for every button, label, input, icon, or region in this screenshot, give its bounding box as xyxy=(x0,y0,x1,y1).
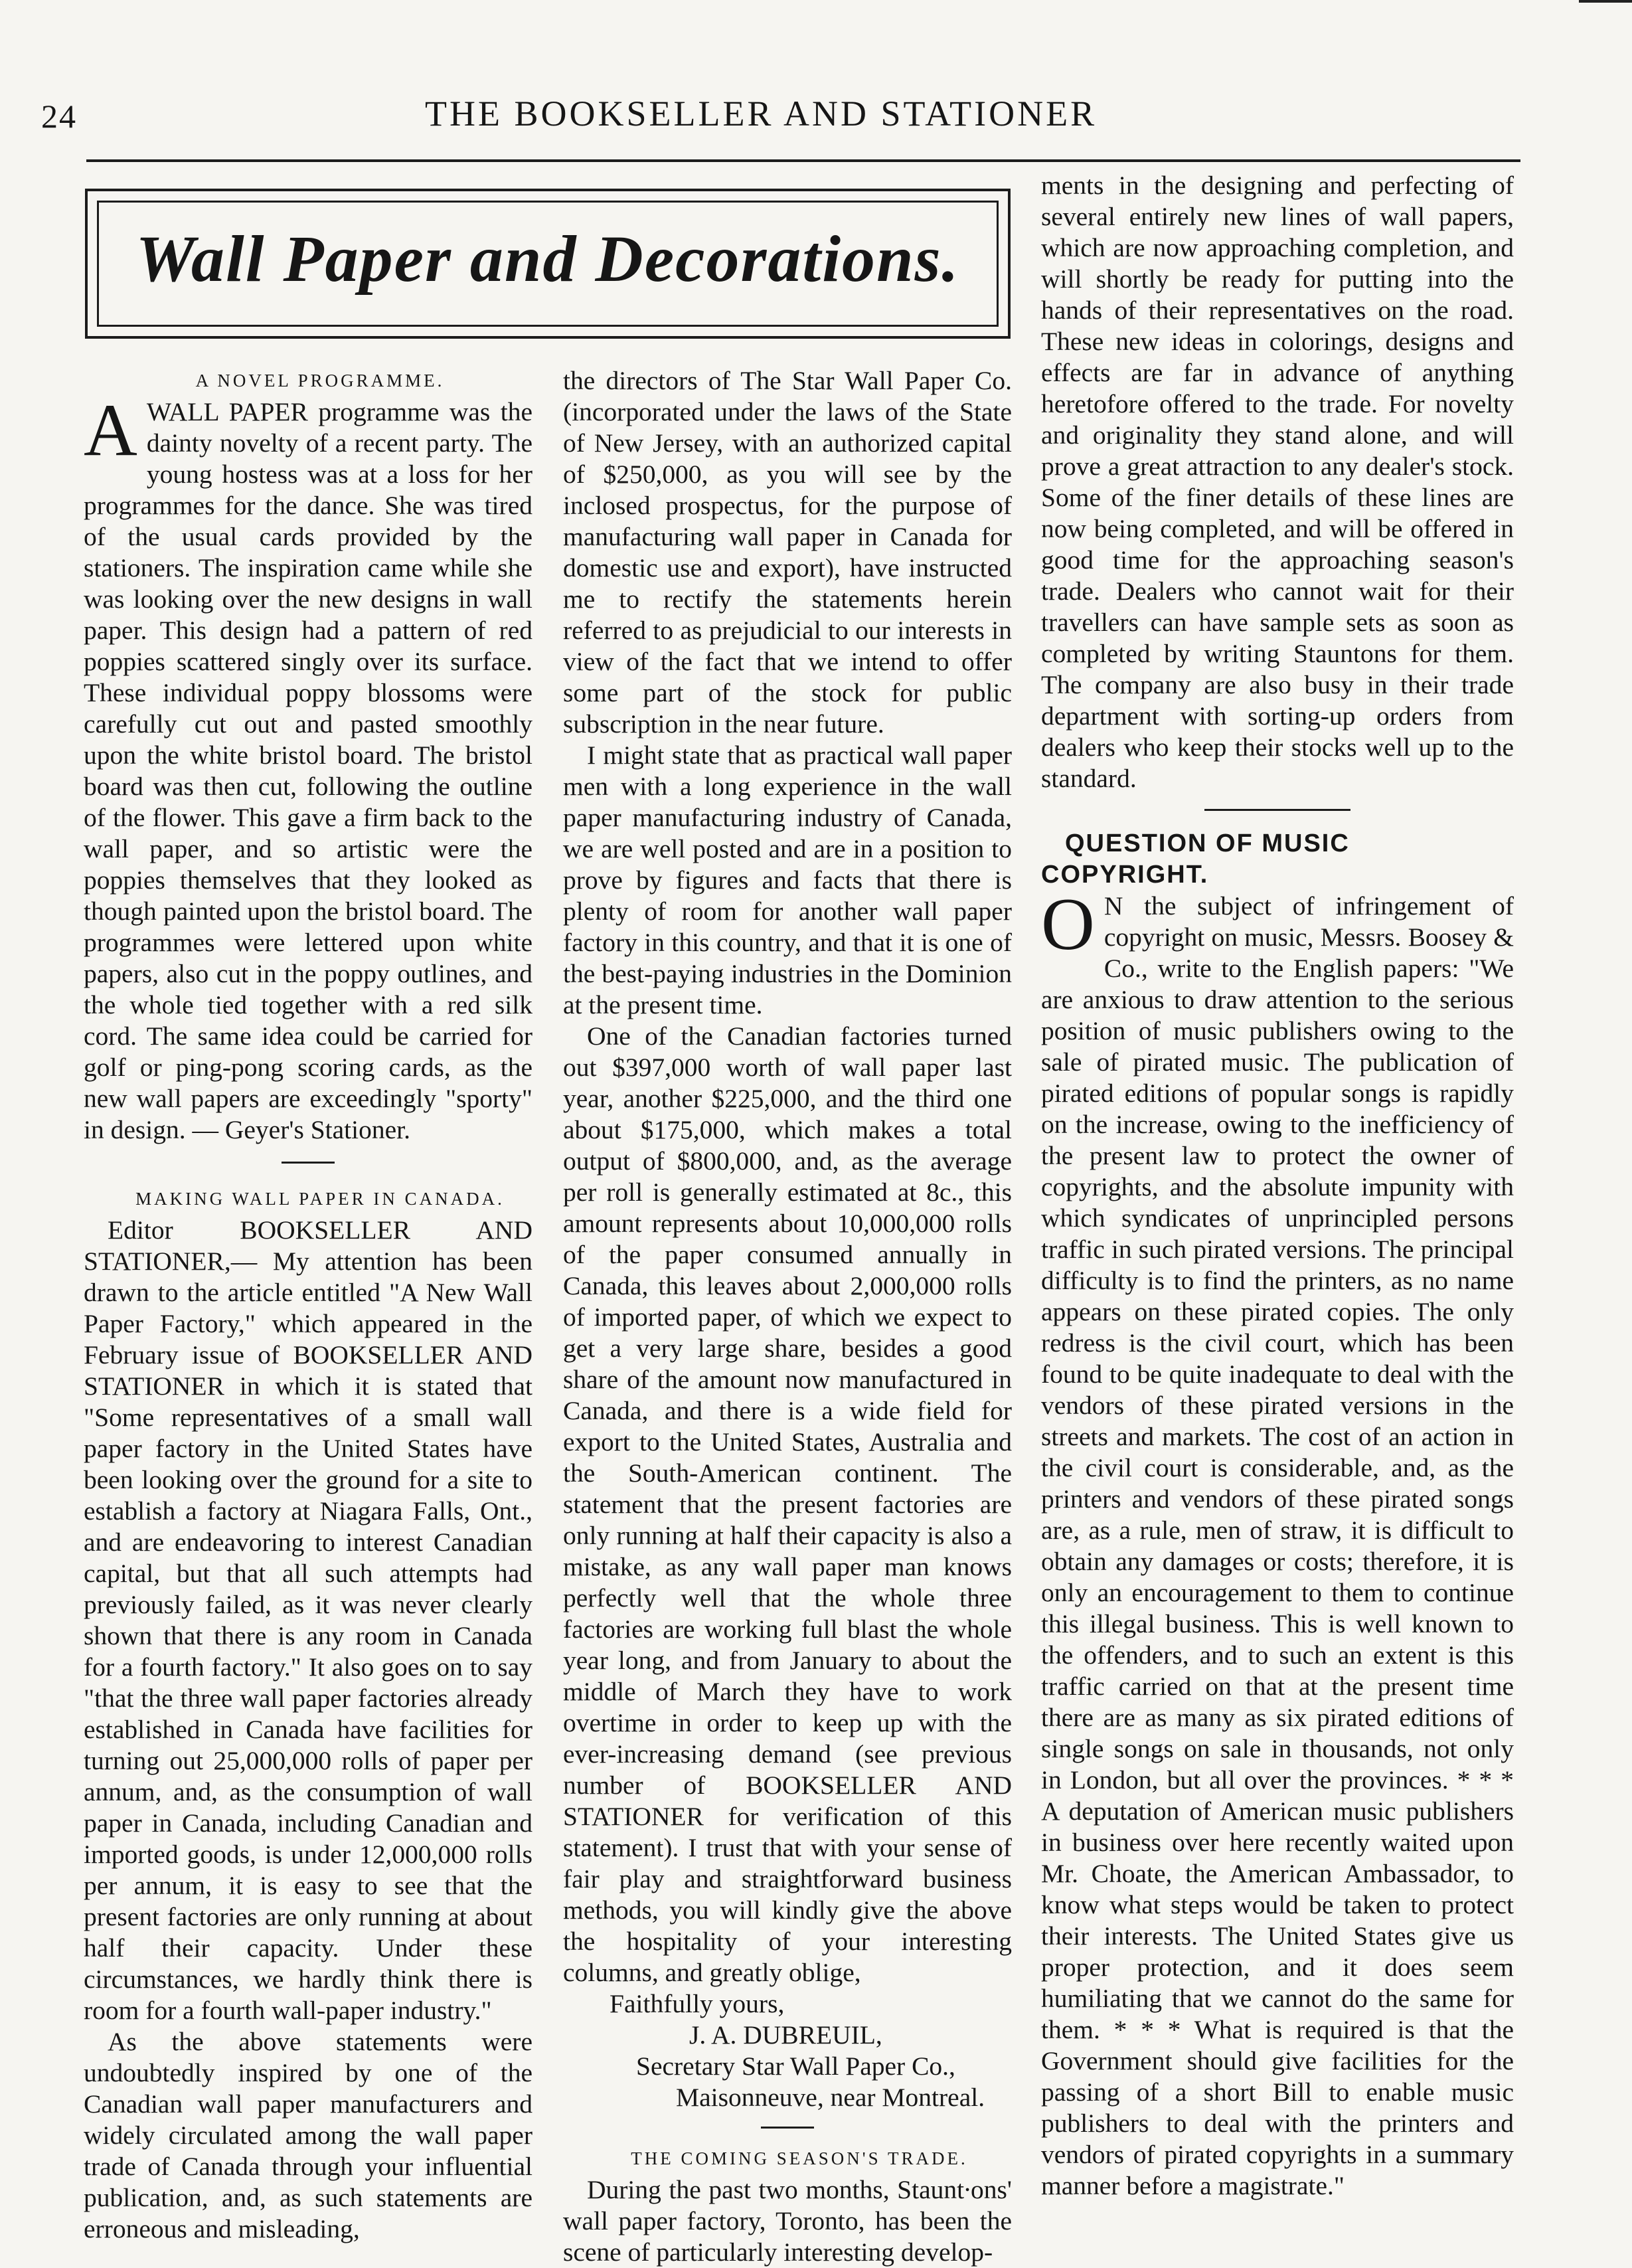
letter-signer-title: Secretary Star Wall Paper Co., xyxy=(636,2051,955,2081)
drop-cap: A xyxy=(84,389,137,472)
article-paragraph: the directors of The Star Wall Paper Co. (incorporated under the laws of the State of New Jersey, with an authorized capital of $250,000, as you will see by the inclosed prospectus, for the purpose of manufacturing wall paper in Canada for domestic use and export), have instructed me to rectify the statements herein referred to as prejudicial to our interests in view of the fact that we intend to offer some part of the stock for public subscription in the near future. xyxy=(563,366,1012,739)
article-paragraph: During the past two months, Staunt∙ons' wall paper factory, Toronto, has been the scene of particularly interesting develop- xyxy=(563,2175,1012,2267)
running-head: THE BOOKSELLER AND STATIONER xyxy=(425,94,1098,133)
section-divider xyxy=(1204,809,1350,811)
drop-cap: O xyxy=(1041,883,1095,966)
paragraph-text: WALL PAPER programme was the dainty novelty of a recent party. The young hostess was at a loss for her programmes for the dance. She was tired of the usual cards provided by the stationers. The inspiration came while she was looking over the new designs in wall paper. This design had a pattern of red poppies scattered singly over its surface. These individual poppy blossoms were carefully cut out and pasted smoothly upon the white bristol board. The bristol board was then cut, following the outline of the flower. This gave a firm back to the wall paper, and so artistic were the poppies themselves that they looked as though painted upon the bristol board. The programmes were lettered upon white papers, also cut in the poppy outlines, and the whole tied together with a red silk cord. The same idea could be carried for golf or ping-pong scoring cards, as the new wall papers are exceedingly "sporty" in design. — Geyer's Stationer. xyxy=(84,397,532,1144)
section-divider xyxy=(282,1162,335,1164)
section-title-frame xyxy=(85,189,1011,339)
page-number: 24 xyxy=(41,98,77,135)
column-1 xyxy=(84,365,532,2245)
header-rule xyxy=(86,159,1520,162)
signature-block xyxy=(563,1988,1012,2113)
article-paragraph xyxy=(1041,883,1514,2202)
corner-rule xyxy=(1579,0,1632,3)
paragraph-text: N the subject of infringement of copyright on music, Messrs. Boosey & Co., write to the English papers: "We are anxious to draw attention to the serious position of music publishers owing to the sale of pirated music. The publication of pirated editions of popular songs is rapidly on the increase, owing to the inefficiency of the present law to protect the owner of copyrights, and the absolute impunity with which syndicates of unprincipled persons traffic in such pirated versions. The principal difficulty is to find the printers, as no name appears on these pirated copies. The only redress is the civil court, which has been found to be quite inadequate to deal with the vendors of these pirated versions in the streets and markets. The cost of an action in the civil court is considerable, and, as the printers and vendors of these pirated songs are, as a rule, men of straw, it is difficult to obtain any damages or costs; therefore, it is only an encouragement to them to continue this illegal business. This is well known to the offenders, and to such an extent is this traffic carried on that at the present time there are as many as six pirated editions of single songs on sale in thousands, not only in London, but all over the provinces. * * * A deputation of American music publishers in business over here recently waited upon Mr. Choate, the American Ambassador, to know what steps would be taken to protect their interests. The United States give us proper protection, and it does seem humiliating that we cannot do the same for them. * * * What is required is that the Government should give facilities for the passing of a short Bill to enable music publishers to deal with the printers and vendors of pirated copyrights in a summary manner before a magistrate." xyxy=(1041,891,1514,2200)
article-paragraph: One of the Canadian factories turned out $397,000 worth of wall paper last year, another $225,000, and the third one about $175,000, which makes a total output of $800,000, and, as the average per roll is generally estimated at 8c., this amount represents about 10,000,000 rolls of the paper consumed annually in Canada, this leaves about 2,000,000 rolls of imported paper, of which we expect to get a very large share, besides a good share of the amount now manufactured in Canada, and there is a wide field for export to the United States, Australia and the South-American continent. The statement that the present factories are only running at half their capacity is also a mistake, as any wall paper man knows perfectly well that the whole three factories are working full blast the whole year long, and from January to about the middle of March they have to work overtime in order to keep up with the ever-increasing demand (see previous number of BOOKSELLER AND STATIONER for verification of this statement). I trust that with your sense of fair play and straightforward business methods, you will kindly give the above the hospitality of your interesting columns, and greatly oblige, xyxy=(563,1021,1012,1987)
section-divider xyxy=(761,2127,814,2129)
article-paragraph: I might state that as practical wall paper men with a long experience in the wall paper manufacturing industry of Canada, we are well posted and are in a position to prove by figures and facts that there is plenty of room for another wall paper factory in this country, and that it is one of the best-paying industries in the Dominion at the present time. xyxy=(563,741,1012,1019)
article-heading-making-wall-paper: MAKING WALL PAPER IN CANADA. xyxy=(135,1189,505,1209)
article-heading-music-copyright: QUESTION OF MUSIC COPYRIGHT. xyxy=(1041,829,1350,889)
column-3 xyxy=(1041,170,1514,2202)
section-title: Wall Paper and Decorations. xyxy=(135,222,960,296)
article-paragraph xyxy=(84,389,532,1146)
letter-signer-place: Maisonneuve, near Montreal. xyxy=(676,2083,985,2112)
article-paragraph: As the above statements were undoubtedly inspired by one of the Canadian wall paper manufacturers and widely circulated among the wall paper trade of Canada through your influential publication, and, as such statements are erroneous and misleading, xyxy=(84,2027,532,2243)
article-heading-novel-programme: A NOVEL PROGRAMME. xyxy=(195,371,445,391)
column-2 xyxy=(563,365,1012,2268)
article-heading-coming-season: THE COMING SEASON'S TRADE. xyxy=(631,2148,968,2168)
letter-signer: J. A. DUBREUIL, xyxy=(689,2020,882,2050)
article-paragraph: Editor BOOKSELLER AND STATIONER,— My attention has been drawn to the article entitled "A New Wall Paper Factory," which appeared in the February issue of BOOKSELLER AND STATIONER in which it is stated that "Some representatives of a small wall paper factory in the United States have been looking over the ground for a site to establish a factory at Niagara Falls, Ont., and are endeavoring to interest Canadian capital, but that all such attempts had previously failed, as it was never clearly shown that there is any room in Canada for a fourth factory." It also goes on to say "that the three wall paper factories already established in Canada have facilities for turning out 25,000,000 rolls of paper per annum, and, as the consumption of wall paper in Canada, including Canadian and imported goods, is under 12,000,000 rolls per annum, it is easy to see that the present factories are only running at about half their capacity. Under these circumstances, we hardly think there is room for a fourth wall-paper industry." xyxy=(84,1215,532,2025)
letter-closing: Faithfully yours, xyxy=(610,1989,785,2018)
article-paragraph: ments in the designing and perfecting of several entirely new lines of wall papers, which are now approaching completion, and will shortly be ready for putting into the hands of their representatives on the road. These new ideas in colorings, designs and effects are far in advance of anything heretofore offered to the trade. For novelty and originality they stand alone, and will prove a great attraction to any dealer's stock. Some of the finer details of these lines are now being completed, and will be offered in good time for the approaching season's trade. Dealers who cannot wait for their travellers can have sample sets as soon as completed by writing Stauntons for them. The company are also busy in their trade department with sorting-up orders from dealers who keep their stocks well up to the standard. xyxy=(1041,171,1514,793)
